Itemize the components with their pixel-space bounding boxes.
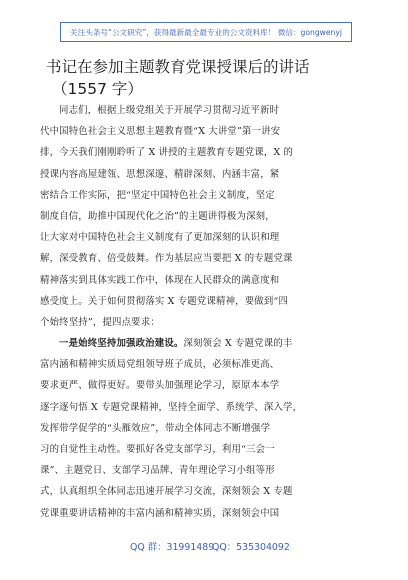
body-line: 同志们，根据上级党组关于开展学习贯彻习近平新时	[59, 105, 280, 116]
body-line: 密结合工作实际，把“坚定中国特色社会主义制度，坚定	[40, 189, 275, 201]
body-line: 课”、主题党日、支部学习品牌、青年理论学习小组等形	[40, 465, 275, 477]
body-line: 个始终坚持”，提四点要求：	[40, 316, 160, 328]
document-body	[40, 100, 372, 524]
footer	[0, 539, 408, 557]
body-line: 解，深受教育、倍受鼓舞。作为基层应当要把 X 的专题党课	[40, 253, 293, 265]
body-line: 制度自信，助推中国现代化之治”的主题讲得极为深刻，	[40, 210, 275, 222]
body-line: 发挥带学促学的“头雁效应”，带动全体同志不断增强学	[40, 422, 271, 434]
body-line: 党课重要讲话精神的丰富内涵和精神实质，深刻领会中国	[40, 507, 280, 519]
body-line: 排，今天我们刚刚聆听了 X 讲授的主题教育专题党课，X 的	[40, 147, 294, 159]
header-banner	[60, 22, 352, 42]
header-banner-text: 关注头条号“公文研究”，获得最新最全最专业的公文资料库！ 微信：gongwenyj	[70, 27, 342, 37]
title-line-1: 书记在参加主题教育党课授课后的讲话	[46, 58, 310, 76]
section-heading: 一是始终坚持加强政治建设。	[59, 338, 184, 350]
body-line: 授课内容高屋建瓴、思想深邃、精辟深刻、内涵丰富，紧	[40, 168, 280, 180]
body-line: 习的自觉性主动性。要抓好各党支部学习，利用“三会一	[40, 444, 275, 455]
footer-qq-number: QQ：535304092	[212, 542, 290, 553]
footer-qq-group: QQ 群：31991489	[130, 542, 215, 553]
body-line: 要求更严、做得更好。要带头加强理论学习，原原本本学	[40, 380, 280, 392]
body-line: 让大家对中国特色社会主义制度有了更加深刻的认识和理	[40, 232, 280, 244]
body-text: 深刻领会 X 专题党课的丰	[183, 338, 293, 350]
body-line: 富内涵和精神实质局党组领导班子成员，必须标准更高、	[40, 359, 280, 371]
title-line-2: （1557 字）	[52, 80, 143, 98]
document-title	[46, 56, 376, 100]
body-line	[40, 333, 372, 354]
body-line: 式，认真组织全体同志迅速开展学习交流，深刻领会 X 专题	[40, 486, 293, 498]
body-line: 感受度上。关于如何贯彻落实 X 专题党课精神，要做到“四	[40, 295, 289, 307]
body-line: 逐字逐句悟 X 专题党课精神，坚持全面学、系统学、深入学，	[40, 401, 303, 413]
body-line: 精神落实到具体实践工作中，体现在人民群众的满意度和	[40, 274, 280, 286]
body-line: 代中国特色社会主义思想主题教育暨“X 大讲堂”第一讲安	[40, 126, 281, 138]
